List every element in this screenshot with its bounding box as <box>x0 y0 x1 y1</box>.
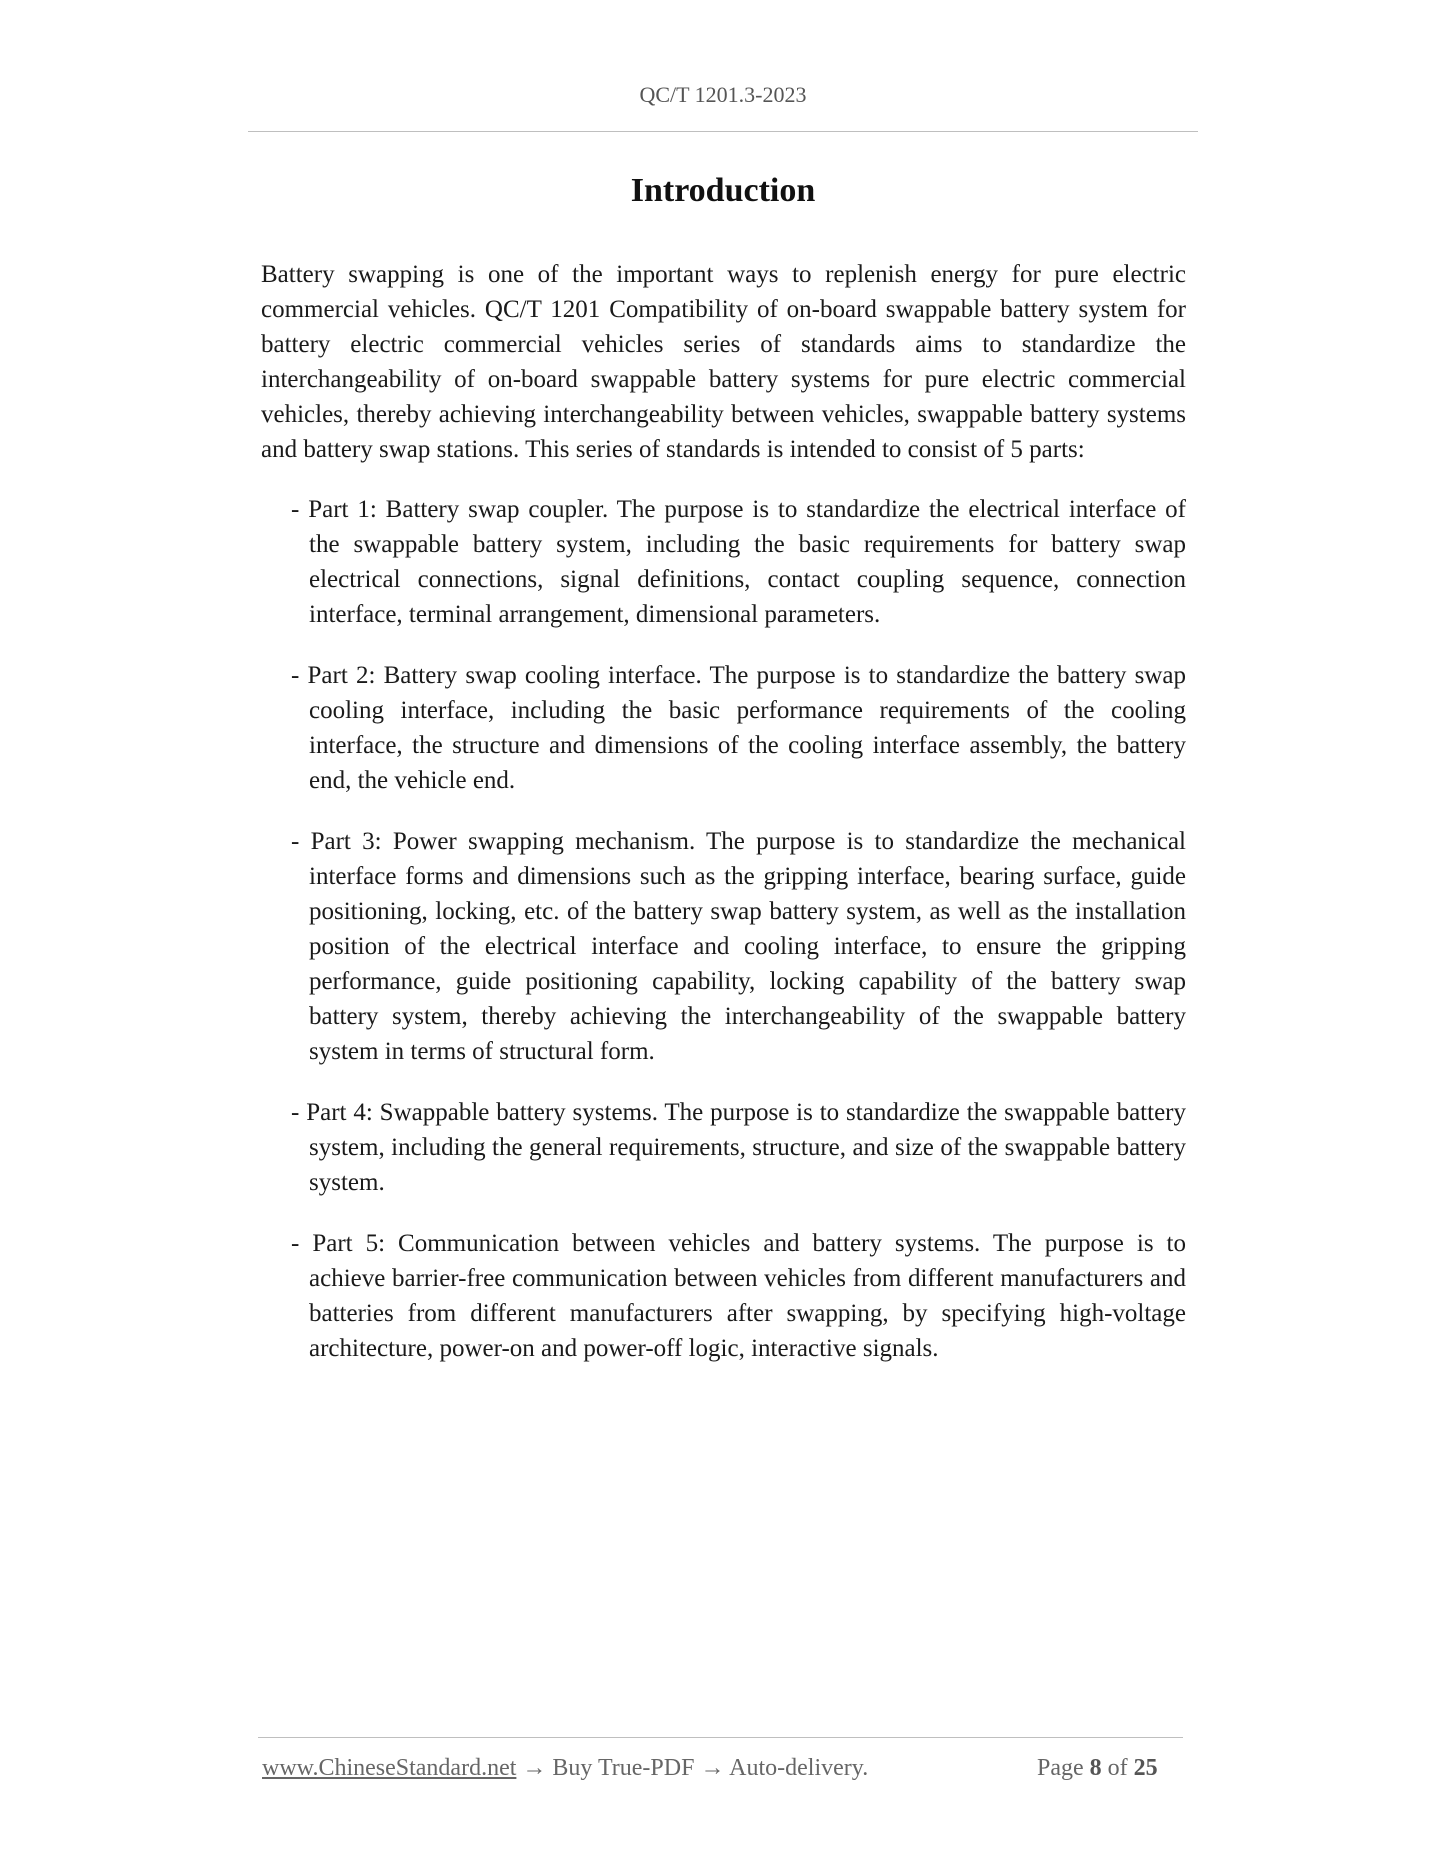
page-of-label: of <box>1107 1755 1128 1781</box>
list-item-part-4: - Part 4: Swappable battery systems. The purpose is to standardize the swappable battery system, including the general requirements, structure, and size of the swappable battery system. <box>291 1099 1186 1196</box>
arrow-icon: → <box>522 1755 547 1781</box>
list-item-part-1: - Part 1: Battery swap coupler. The purpose is to standardize the electrical interface of the swappable battery system, including the basic requirements for battery swap electrical connections, signal definitions, contact coupling sequence, connection interface, terminal arrangement, dimensional parameters. <box>291 496 1186 628</box>
list-item-part-5: - Part 5: Communication between vehicles and battery systems. The purpose is to achieve barrier-free communication between vehicles from different manufacturers and batteries from different manufacturers after swapping, by specifying high-voltage architecture, power-on and power-off logic, interactive signals. <box>291 1230 1186 1362</box>
list-item-part-3: - Part 3: Power swapping mechanism. The purpose is to standardize the mechanical interface forms and dimensions such as the gripping interface, bearing surface, guide positioning, locking, etc. of the battery swap battery system, as well as the installation position of the electrical interface and cooling interface, to ensure the gripping performance, guide positioning capability, locking capability of the battery swap battery system, thereby achieving the interchangeability of the swappable battery system in terms of structural form. <box>291 828 1186 1065</box>
auto-delivery-text: Auto-delivery. <box>729 1755 869 1781</box>
page-number <box>1037 1755 1158 1782</box>
page-header: QC/T 1201.3-2023 <box>639 82 807 107</box>
page-current: 8 <box>1089 1755 1102 1781</box>
page-total: 25 <box>1133 1755 1158 1781</box>
website-link[interactable]: www.ChineseStandard.net <box>262 1755 517 1781</box>
arrow-icon: → <box>700 1755 725 1781</box>
list-item-part-2: - Part 2: Battery swap cooling interface. The purpose is to standardize the battery swap cooling interface, including the basic performance requirements of the cooling interface, the structure and dimensions of the cooling interface assembly, the battery end, the vehicle end. <box>291 662 1186 794</box>
footer-divider <box>258 1737 1183 1738</box>
page-label: Page <box>1037 1755 1084 1781</box>
buy-pdf-text: Buy True-PDF <box>552 1755 695 1781</box>
intro-paragraph: Battery swapping is one of the important ways to replenish energy for pure electric commercial vehicles. QC/T 1201 Compatibility of on-board swappable battery system for battery electric commercial vehicles series of standards aims to standardize the interchangeability of on-board swappable battery systems for pure electric commercial vehicles, thereby achieving interchangeability between vehicles, swappable battery systems and battery swap stations. This series of standards is intended to consist of 5 parts: <box>261 261 1186 463</box>
footer-links <box>262 1755 868 1782</box>
document-body <box>261 257 1186 1392</box>
header-divider <box>248 131 1198 132</box>
page-title: Introduction <box>630 172 816 209</box>
